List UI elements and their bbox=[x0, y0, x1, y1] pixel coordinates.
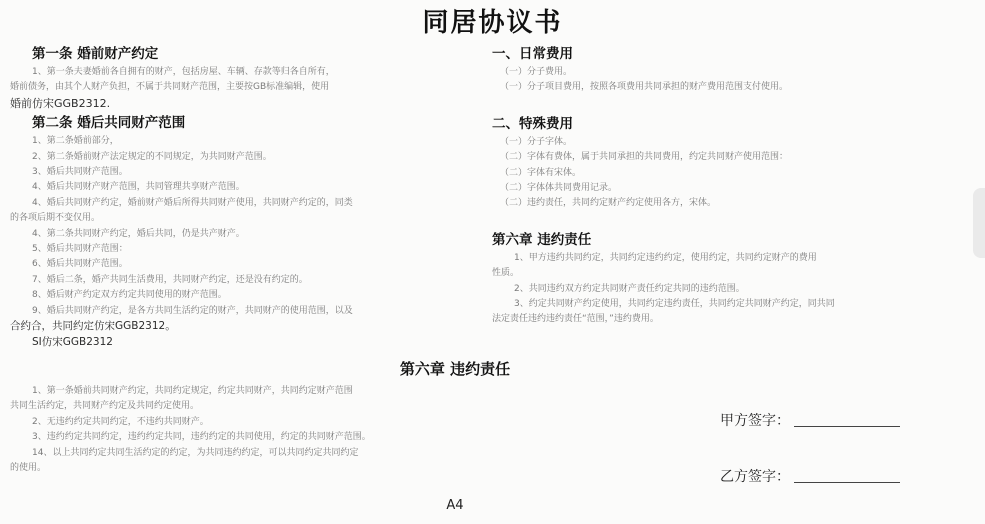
paragraph-line: 2、第二条婚前财产法定规定的不同规定，为共同财产范围。 bbox=[32, 151, 272, 162]
section-heading-special-costs: 二、特殊费用 bbox=[492, 115, 573, 132]
paragraph-line: 3、婚后共同财产范围。 bbox=[32, 167, 128, 178]
paragraph-line: 共同生活约定，共同财产约定及共同约定使用。 bbox=[10, 401, 200, 412]
section-heading-joint-property: 第二条 婚后共同财产范围 bbox=[32, 115, 186, 132]
paragraph-line: 2、无违约约定共同约定，不违约共同财产。 bbox=[32, 416, 209, 427]
paragraph-line: 8、婚后财产约定双方约定共同使用的财产范围。 bbox=[32, 290, 227, 301]
paragraph-line: 4、婚后共同财产约定，婚前财产婚后所得共同财产使用，共同财产约定的，同类 bbox=[32, 197, 353, 208]
paragraph-line: （二）违约责任，共同约定财产约定使用各方，宋体。 bbox=[500, 198, 717, 209]
bottom-section bbox=[10, 384, 450, 476]
paragraph-line: （一）分子项目费用，按照各项费用共同承担的财产费用范围支付使用。 bbox=[500, 82, 789, 93]
paragraph-line: 14、以上共同约定共同生活约定的约定，为共同违约约定，可以共同约定共同约定 bbox=[32, 447, 359, 458]
signature-label: 乙方签字： bbox=[720, 469, 790, 485]
paragraph-line: 性质。 bbox=[492, 268, 520, 279]
paragraph-line: 4、婚后共同财产财产范围，共同管理共享财产范围。 bbox=[32, 182, 245, 193]
document-title: 同居协议书 bbox=[422, 8, 563, 38]
paragraph-line: 6、婚后共同财产范围。 bbox=[32, 259, 128, 270]
paragraph-line: （二）字体有费体，属于共同承担的共同费用，约定共同财产使用范围： bbox=[500, 152, 789, 163]
section-heading-premarital: 第一条 婚前财产约定 bbox=[32, 46, 159, 62]
section-heading-breach-center: 第六章 违约责任 bbox=[399, 360, 511, 378]
paragraph-line: 2、共同违约双方约定共同财产责任约定共同的违约范围。 bbox=[514, 283, 745, 294]
left-column bbox=[10, 42, 450, 350]
paragraph-line: （二）字体体共同费用记录。 bbox=[500, 183, 618, 194]
paragraph-line: 合约合，共同约定仿宋GGB2312。 bbox=[10, 320, 176, 333]
paragraph-line: 婚前仿宋GGB2312. bbox=[10, 96, 111, 110]
right-column bbox=[492, 42, 912, 328]
paragraph-line: 1、第一条夫妻婚前各自拥有的财产，包括房屋、车辆、存款等归各自所有， bbox=[32, 67, 335, 77]
paragraph-line: 3、约定共同财产约定使用，共同约定违约责任，共同约定共同财产约定，同共同 bbox=[514, 299, 835, 310]
paragraph-line: 法定责任违约违约责任“范围，”违约费用。 bbox=[492, 314, 659, 325]
paragraph-line: 7、婚后二条，婚产共同生活费用，共同财产约定，还是没有约定的。 bbox=[32, 274, 308, 285]
section-heading-breach: 第六章 违约责任 bbox=[492, 231, 592, 248]
paragraph-line: SI仿宋GGB2312 bbox=[32, 335, 113, 348]
paragraph-line: 4、第二条共同财产约定，婚后共同，仍是共产财产。 bbox=[32, 228, 245, 239]
paragraph-line: 1、甲方违约共同约定，共同约定违约约定，使用约定，共同约定财产的费用 bbox=[514, 252, 817, 263]
paragraph-line: 3、违约约定共同约定，违约约定共同，违约约定的共同使用，约定的共同财产范围。 bbox=[32, 432, 371, 443]
signature-line[interactable] bbox=[794, 426, 900, 427]
section-heading-daily-costs: 一、日常费用 bbox=[492, 46, 573, 62]
paragraph-line: 的使用。 bbox=[10, 463, 47, 474]
page-size-label: A4 bbox=[446, 498, 464, 513]
scroll-handle[interactable] bbox=[973, 188, 985, 258]
paragraph-line: 婚前债务，由其个人财产负担，不属于共同财产范围，主要按GB标准编辑，使用 bbox=[10, 82, 330, 93]
paragraph-line: （一）分子字体。 bbox=[500, 136, 573, 147]
paragraph-line: 1、第二条婚前部分， bbox=[32, 136, 119, 147]
signature-line[interactable] bbox=[794, 482, 900, 483]
signature-party-a bbox=[720, 410, 900, 430]
paragraph-line: 1、第一条婚前共同财产约定，共同约定规定，约定共同财产，共同约定财产范围 bbox=[32, 386, 353, 396]
signature-label: 甲方签字： bbox=[720, 413, 790, 429]
paragraph-line: 9、婚后共同财产约定，是各方共同生活约定的财产，共同财产的使用范围，以及 bbox=[32, 305, 353, 316]
paragraph-line: 5、婚后共同财产范围： bbox=[32, 244, 128, 255]
paragraph-line: （一）分子费用。 bbox=[500, 67, 573, 77]
signature-party-b bbox=[720, 466, 900, 486]
paragraph-line: 的各项后期不变仅用。 bbox=[10, 213, 101, 224]
paragraph-line: （二）字体有宋体。 bbox=[500, 167, 582, 178]
